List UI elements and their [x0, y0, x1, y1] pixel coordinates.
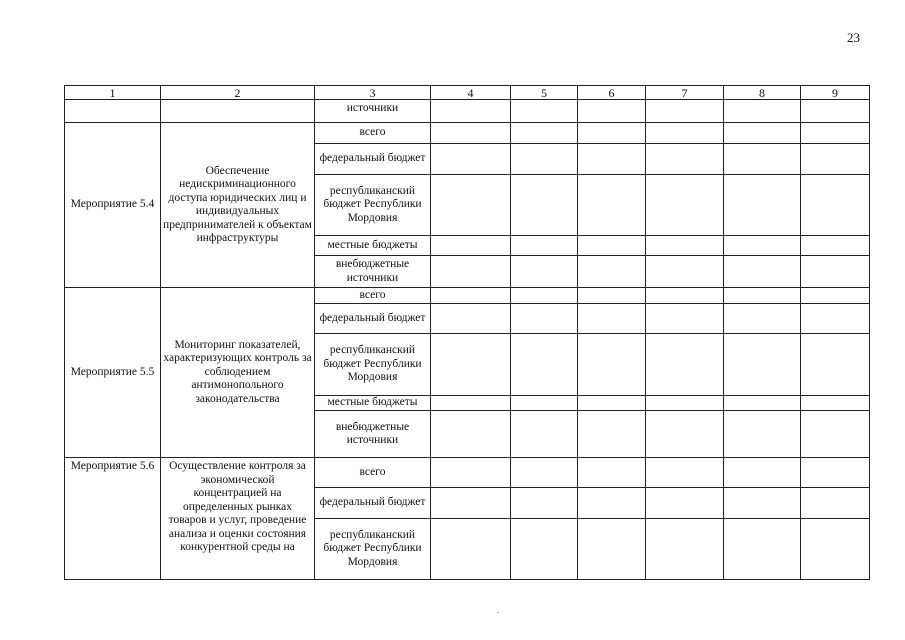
table-cell [511, 256, 578, 288]
table-cell [431, 288, 511, 304]
table-cell [511, 334, 578, 396]
table-cell [578, 236, 646, 256]
table-cell [578, 334, 646, 396]
table-cell [431, 458, 511, 488]
table-cell [578, 396, 646, 411]
measure-description: Обеспечение недискриминационного доступа юридических лиц и индивидуальных предпринимателей к объектам инфраструктуры [161, 123, 315, 288]
table-cell [431, 411, 511, 458]
table-cell [511, 288, 578, 304]
table-cell [646, 334, 724, 396]
table-cell [801, 458, 870, 488]
table-cell [646, 236, 724, 256]
table-cell [578, 519, 646, 580]
table-cell [511, 488, 578, 519]
table-cell [801, 256, 870, 288]
table-cell [431, 175, 511, 236]
header-row [65, 86, 870, 100]
table-cell [431, 100, 511, 123]
table-cell [578, 458, 646, 488]
table-cell [646, 256, 724, 288]
table-cell [724, 144, 801, 175]
table-cell [724, 256, 801, 288]
table-cell [646, 519, 724, 580]
table-row [65, 288, 870, 304]
table-cell [65, 100, 161, 123]
source-label: внебюджетные источники [315, 411, 431, 458]
table-cell [801, 288, 870, 304]
table-cell [431, 256, 511, 288]
source-label: федеральный бюджет [315, 488, 431, 519]
table-cell [646, 123, 724, 144]
column-header: 3 [315, 86, 431, 100]
column-header: 2 [161, 86, 315, 100]
table-cell [801, 304, 870, 334]
table-cell [511, 175, 578, 236]
source-label: всего [315, 123, 431, 144]
table-cell [511, 123, 578, 144]
table-cell [724, 488, 801, 519]
table-cell [578, 175, 646, 236]
table-cell [724, 334, 801, 396]
table-cell [724, 396, 801, 411]
table-cell [578, 100, 646, 123]
table-cell [578, 256, 646, 288]
table-cell [431, 304, 511, 334]
source-label: федеральный бюджет [315, 304, 431, 334]
table-cell [724, 236, 801, 256]
table-cell [431, 123, 511, 144]
table-row [65, 100, 870, 123]
measure-id: Мероприятие 5.4 [65, 123, 161, 288]
table-cell [578, 288, 646, 304]
table-row [65, 458, 870, 488]
table-cell [724, 100, 801, 123]
table-cell [161, 100, 315, 123]
page-number: 23 [847, 30, 860, 45]
source-label: республиканский бюджет Республики Мордовия [315, 519, 431, 580]
column-header: 5 [511, 86, 578, 100]
table-cell [646, 396, 724, 411]
table-cell [646, 100, 724, 123]
table-cell [801, 519, 870, 580]
measure-id: Мероприятие 5.6 [65, 458, 161, 580]
table-cell [724, 288, 801, 304]
table-cell [578, 144, 646, 175]
table-cell [646, 175, 724, 236]
table-cell [801, 144, 870, 175]
column-header: 1 [65, 86, 161, 100]
table-cell [511, 144, 578, 175]
table-cell [801, 411, 870, 458]
table-cell [578, 411, 646, 458]
source-label: всего [315, 288, 431, 304]
source-label: республиканский бюджет Республики Мордовия [315, 334, 431, 396]
column-header: 6 [578, 86, 646, 100]
table-cell [724, 458, 801, 488]
table-cell [511, 236, 578, 256]
table-cell [646, 304, 724, 334]
table-cell [511, 396, 578, 411]
source-label: республиканский бюджет Республики Мордовия [315, 175, 431, 236]
table-cell [511, 304, 578, 334]
source-label: местные бюджеты [315, 396, 431, 411]
measure-description: Осуществление контроля за экономической концентрацией на определенных рынках товаров и услуг, проведение анализа и оценки состояния конкурентной среды на [161, 458, 315, 580]
table-cell [801, 236, 870, 256]
table-cell [646, 458, 724, 488]
table-cell [431, 396, 511, 411]
table-cell [724, 519, 801, 580]
table-cell [431, 519, 511, 580]
table-cell [431, 334, 511, 396]
table-cell [801, 100, 870, 123]
table-cell [801, 123, 870, 144]
column-header: 4 [431, 86, 511, 100]
table-cell [801, 175, 870, 236]
table-cell [511, 458, 578, 488]
table-cell [646, 288, 724, 304]
table-cell [724, 175, 801, 236]
measure-description: Мониторинг показателей, характеризующих контроль за соблюдением антимонопольного законодательства [161, 288, 315, 458]
table-cell [578, 304, 646, 334]
column-header: 9 [801, 86, 870, 100]
table-cell [578, 488, 646, 519]
table-cell [801, 488, 870, 519]
table-cell [511, 519, 578, 580]
table-cell [646, 411, 724, 458]
budget-table [64, 85, 870, 580]
scan-speck [497, 612, 499, 613]
table-cell [431, 488, 511, 519]
table-cell [724, 411, 801, 458]
table-cell [431, 236, 511, 256]
table-cell [511, 411, 578, 458]
source-label: федеральный бюджет [315, 144, 431, 175]
source-label: местные бюджеты [315, 236, 431, 256]
table-cell [578, 123, 646, 144]
table-cell [801, 396, 870, 411]
table-cell [724, 123, 801, 144]
measure-id: Мероприятие 5.5 [65, 288, 161, 458]
table-row [65, 123, 870, 144]
table-cell [724, 304, 801, 334]
table-cell [646, 488, 724, 519]
column-header: 7 [646, 86, 724, 100]
source-label: внебюджетные источники [315, 256, 431, 288]
table-cell [801, 334, 870, 396]
table-cell [431, 144, 511, 175]
source-label: источники [315, 100, 431, 123]
table-cell [511, 100, 578, 123]
column-header: 8 [724, 86, 801, 100]
table-cell [646, 144, 724, 175]
source-label: всего [315, 458, 431, 488]
